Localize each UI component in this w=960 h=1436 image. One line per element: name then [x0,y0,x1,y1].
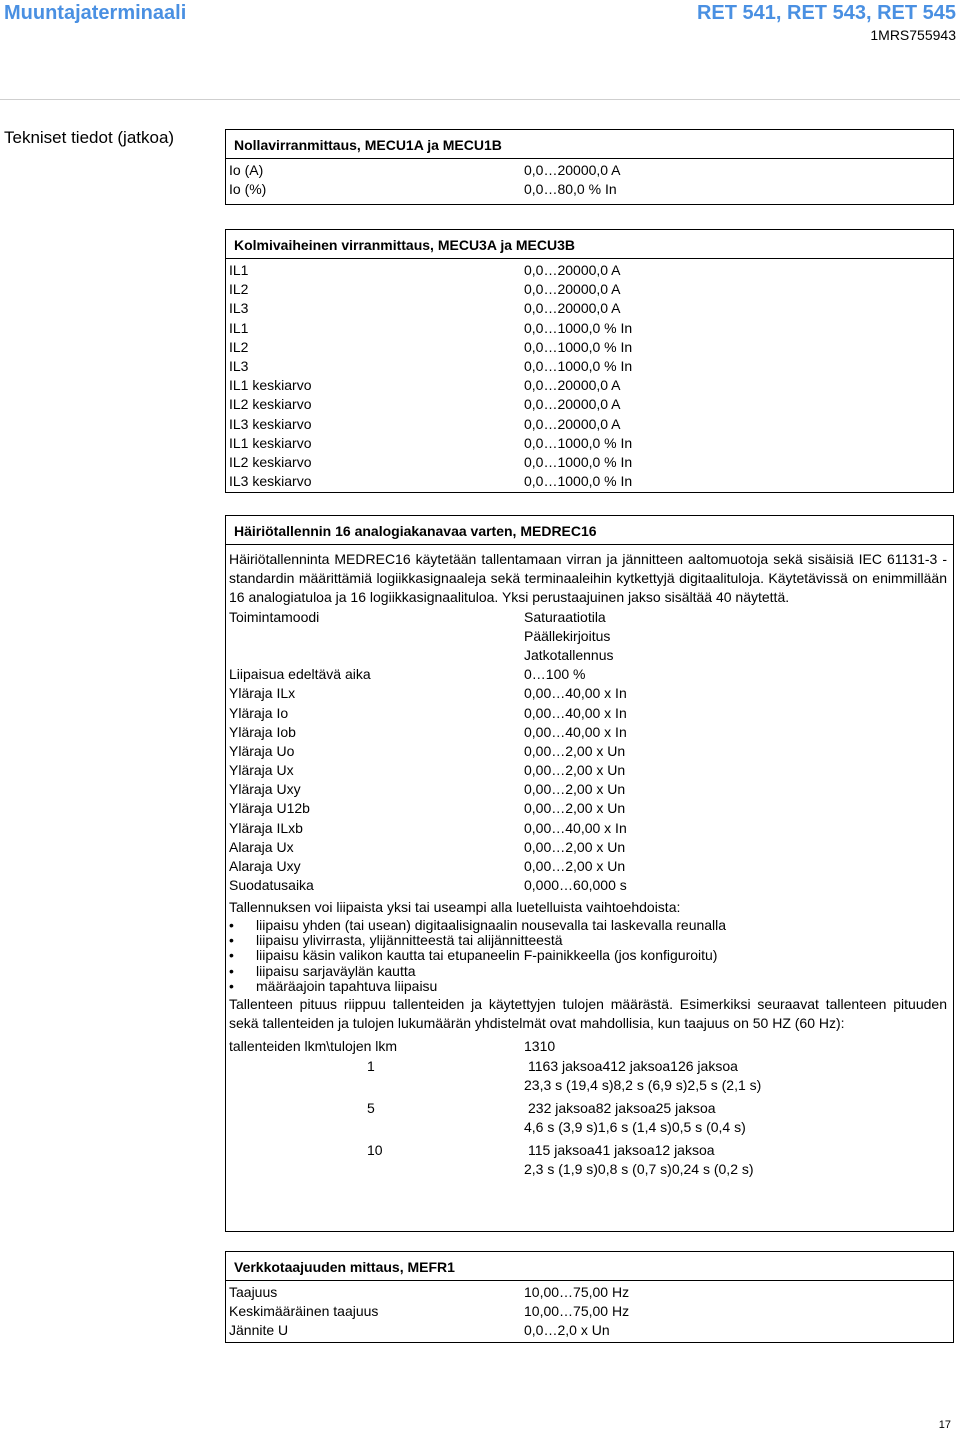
mefr-title: Verkkotaajuuden mittaus, MEFR1 [226,1252,953,1281]
row-label: IL1 [229,262,249,278]
row-value: 0,0…1000,0 % In [524,453,633,470]
list-item [226,933,953,948]
row-label: Liipaisua edeltävä aika [229,666,371,683]
mecu1-title: Nollavirranmittaus, MECU1A ja MECU1B [226,130,953,159]
medrec-intro: Häiriötallenninta MEDREC16 käytetään tallentamaan virran ja jännitteen aaltomuotoja sekä sisäisiä IEC 61131-3 -standardin määrittämiä logiikkasignaaleja sekä terminaaleihin kytkettyjä digitaalituloja. Käytetävissä on enimmillään 16 analogiatuloa ja 16 logiikkasignaalituloa. Yksi perustaajuinen jakso sisältää 40 näytettä. [229,551,947,606]
row-label: IL3 [229,300,249,317]
bullet-icon: • [229,932,234,949]
length-table-header-value: 1310 [524,1037,556,1054]
time-lengths: 4,6 s (3,9 s)1,6 s (1,4 s)0,5 s (0,4 s) [524,1118,746,1135]
table-row [229,799,953,818]
row-value: 0,0…20000,0 A [524,262,621,278]
page-number: 17 [938,1419,951,1431]
row-label: IL1 keskiarvo [229,377,312,394]
length-table-header-label: tallenteiden lkm\tulojen lkm [229,1037,398,1054]
table-row [229,357,953,376]
row-label: Yläraja Uxy [229,781,301,798]
table-row [229,704,953,723]
row-label: Taajuus [229,1284,278,1300]
table-row [229,646,953,665]
row-label: IL3 keskiarvo [229,473,312,490]
row-value: 0,0…20000,0 A [524,300,621,317]
table-row [229,1321,953,1340]
product-title: RET 541, RET 543, RET 545 [696,2,956,24]
row-value: Jatkotallennus [524,646,614,663]
row-label: Toimintamoodi [229,608,320,625]
length-table-row [226,1099,953,1141]
bullet-icon: • [229,916,234,933]
row-value: 0,00…40,00 x In [524,723,627,740]
cycle-lengths: 1163 jaksoa412 jaksoa126 jaksoa [528,1057,738,1074]
list-item-text: liipaisu käsin valikon kautta tai etupaneelin F-painikkeella (jos konfiguroitu) [256,947,718,964]
row-value: 0,00…40,00 x In [524,819,627,836]
table-row [229,665,953,684]
trigger-intro: Tallennuksen voi liipaista yksi tai useampi alla luetelluista vaihtoehdoista: [229,899,681,916]
row-label: Yläraja Ux [229,762,294,779]
row-label: Io (A) [229,162,264,178]
record-count: 5 [367,1099,375,1116]
row-label: Keskimääräinen taajuus [229,1303,379,1320]
medrec-title: Häiriötallennin 16 analogiakanavaa varten, MEDREC16 [226,516,953,545]
row-label: IL2 keskiarvo [229,453,312,470]
record-count: 1 [367,1057,375,1074]
row-label: Suodatusaika [229,877,314,894]
row-value: 0,00…2,00 x Un [524,742,626,759]
table-row [229,857,953,876]
table-row [229,261,953,280]
table-row [229,415,953,434]
mefr-rows [226,1281,953,1341]
table-row [229,161,953,180]
mecu1-rows [226,159,953,199]
table-row [229,472,953,491]
document-number: 1MRS755943 [870,27,956,43]
row-value: 0,00…2,00 x Un [524,781,626,798]
row-value: 0,0…20000,0 A [524,415,621,432]
row-label: IL2 keskiarvo [229,396,312,413]
bullet-icon: • [229,947,234,964]
row-value: 0,0…1000,0 % In [524,319,633,336]
list-item [226,918,953,933]
medrec-settings [226,608,953,896]
row-value: 0,00…2,00 x Un [524,762,626,779]
length-table-header [229,1036,953,1057]
length-table-row [226,1141,953,1183]
row-label: Yläraja Io [229,704,289,721]
table-row [229,819,953,838]
row-label: IL2 [229,338,249,355]
table-row [229,453,953,472]
table-row [229,319,953,338]
table-row [229,838,953,857]
row-label: IL2 [229,281,249,298]
row-value: Saturaatiotila [524,608,606,625]
section-heading: Tekniset tiedot (jatkoa) [4,128,175,147]
row-value: 0,00…2,00 x Un [524,838,626,855]
row-value: 0,0…1000,0 % In [524,473,633,490]
list-item-text: määräajoin tapahtuva liipaisu [256,978,438,995]
table-row [229,1283,953,1302]
table-row [229,761,953,780]
table-row [229,742,953,761]
row-label: IL1 [229,319,249,336]
cycle-lengths: 232 jaksoa82 jaksoa25 jaksoa [528,1099,716,1116]
list-item-text: liipaisu sarjaväylän kautta [256,962,416,979]
row-value: 0,0…20000,0 A [524,281,621,298]
row-label: Yläraja Uo [229,742,295,759]
bullet-icon: • [229,962,234,979]
row-label: Yläraja ILx [229,685,296,702]
mecu1-table [225,129,954,205]
row-value: Päällekirjoitus [524,627,611,644]
row-label: Yläraja Iob [229,723,296,740]
table-row [229,608,953,627]
mefr-table [225,1251,954,1343]
table-row [229,723,953,742]
row-label: IL3 keskiarvo [229,415,312,432]
time-lengths: 23,3 s (19,4 s)8,2 s (6,9 s)2,5 s (2,1 s) [524,1076,762,1093]
row-label: Jännite U [229,1322,289,1339]
row-value: 0,0…20000,0 A [524,377,621,394]
length-table-row [226,1057,953,1099]
table-row [229,280,953,299]
row-label: Alaraja Uxy [229,858,301,875]
row-value: 0,00…40,00 x In [524,704,627,721]
table-row [229,434,953,453]
trigger-list [226,918,953,995]
row-value: 0,0…1000,0 % In [524,338,633,355]
row-label: Io (%) [229,181,267,198]
row-label: Yläraja ILxb [229,819,303,836]
row-label: Alaraja Ux [229,838,294,855]
row-value: 0,00…2,00 x Un [524,858,626,875]
row-value: 0,00…2,00 x Un [524,800,626,817]
bullet-icon: • [229,978,234,995]
list-item [226,979,953,994]
mecu3-rows [226,259,953,491]
length-table-rows [226,1057,953,1183]
table-row [229,780,953,799]
row-value: 0,00…40,00 x In [524,685,627,702]
row-value: 0,0…1000,0 % In [524,434,633,451]
row-value: 0,0…80,0 % In [524,181,617,198]
row-value: 10,00…75,00 Hz [524,1303,630,1320]
cycle-lengths: 115 jaksoa41 jaksoa12 jaksoa [528,1141,715,1158]
mecu3-title: Kolmivaiheinen virranmittaus, MECU3A ja MECU3B [226,230,953,259]
table-row [229,180,953,199]
row-value: 0,0…20000,0 A [524,162,621,178]
table-row [229,876,953,895]
row-label: IL1 keskiarvo [229,434,312,451]
table-row [229,684,953,703]
row-value: 0,000…60,000 s [524,877,627,894]
table-row [229,395,953,414]
length-text: Tallenteen pituus riippuu tallenteiden ja käytettyjen tulojen määrästä. Esimerkiksi seuraavat tallenteen pituuden sekä tallenteiden ja tulojen lukumäärän yhdistelmät ovat mahdollisia, kun taajuus on 50 HZ (60 Hz): [229,995,947,1031]
row-label: Yläraja U12b [229,800,310,817]
table-row [229,338,953,357]
list-item [226,964,953,979]
table-row [229,1302,953,1321]
row-label: IL3 [229,357,249,374]
row-value: 0,0…20000,0 A [524,396,621,413]
header-divider [0,99,960,100]
table-row [229,627,953,646]
row-value: 0,0…2,0 x Un [524,1322,610,1339]
list-item-text: liipaisu ylivirrasta, ylijännitteestä tai alijännitteestä [256,932,563,949]
table-row [229,376,953,395]
list-item [226,948,953,963]
table-row [229,299,953,318]
list-item-text: liipaisu yhden (tai usean) digitaalisignaalin nousevalla tai laskevalla reunalla [256,916,727,933]
time-lengths: 2,3 s (1,9 s)0,8 s (0,7 s)0,24 s (0,2 s) [524,1160,754,1177]
record-count: 10 [367,1141,383,1158]
document-title: Muuntajaterminaali [4,2,187,24]
medrec-table [225,515,954,1232]
row-value: 10,00…75,00 Hz [524,1284,630,1300]
row-value: 0,0…1000,0 % In [524,357,633,374]
mecu3-table [225,229,954,493]
row-value: 0…100 % [524,666,586,683]
